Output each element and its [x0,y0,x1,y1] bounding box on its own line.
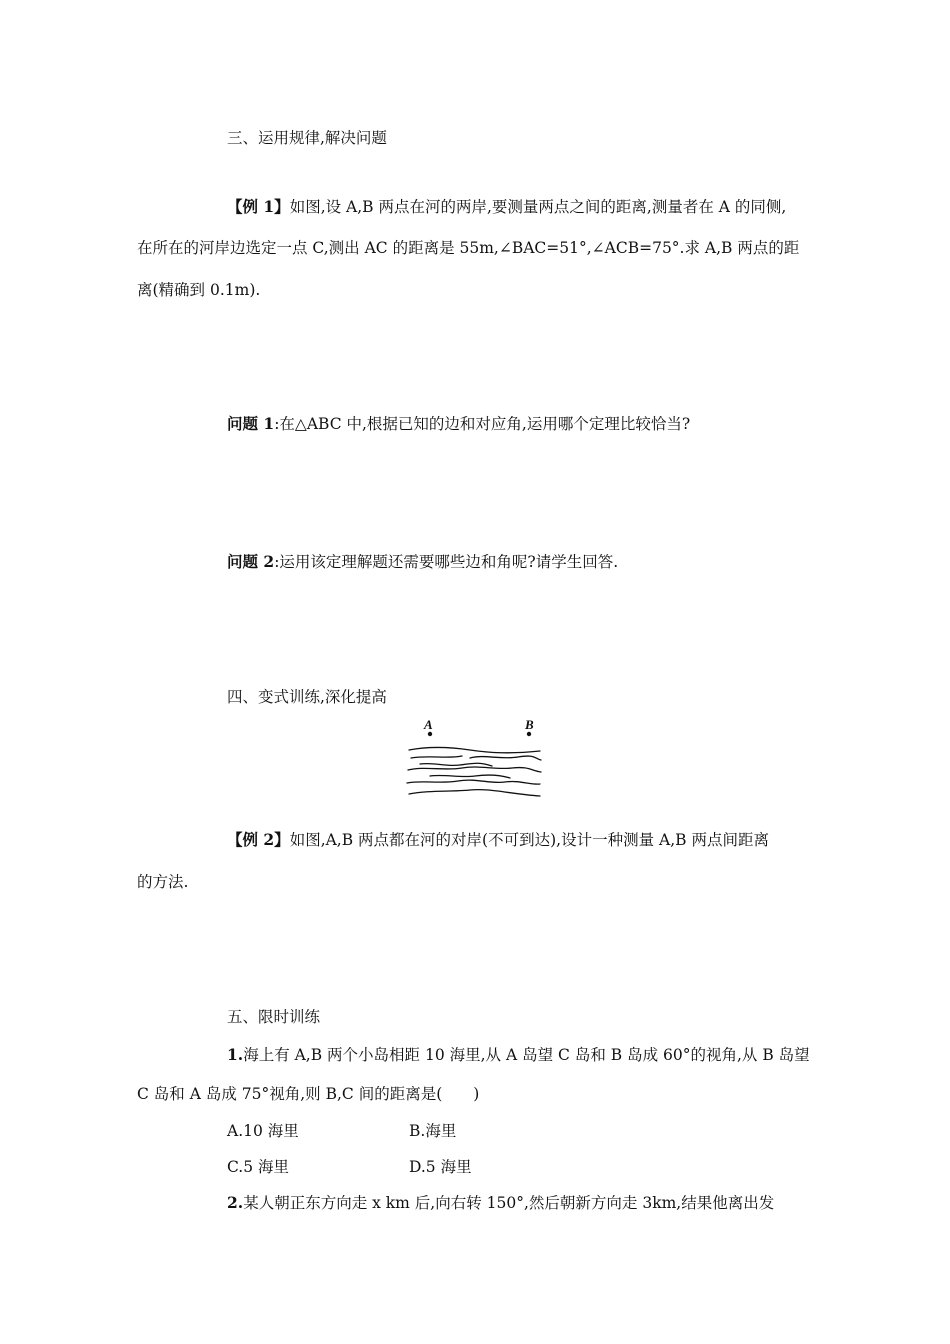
problem-1-option-c: C.5 海里 [227,1158,290,1176]
example-2-line-2: 的方法. [137,873,189,891]
section-4-heading: 四、变式训练,深化提高 [227,688,387,706]
section-3-heading: 三、运用规律,解决问题 [227,129,387,147]
example-2-tag: 【例 2】 [227,830,290,849]
problem-1-option-a: A.10 海里 [227,1122,299,1140]
problem-1-line-1 [227,1045,810,1065]
question-1 [227,414,690,434]
problem-2-number: 2. [227,1193,244,1212]
example-1-line-2: 在所在的河岸边选定一点 C,测出 AC 的距离是 55m,∠BAC=51°,∠ACB=75°.求 A,B 两点的距 [137,239,800,257]
question-1-tag: 问题 1 [227,414,275,433]
problem-1-option-b: B.海里 [409,1122,457,1140]
point-a-dot [428,732,432,736]
problem-1-text-1: 海上有 A,B 两个小岛相距 10 海里,从 A 岛望 C 岛和 B 岛成 60°的视角,从 B 岛望 [243,1046,810,1064]
problem-1-line-2: C 岛和 A 岛成 75°视角,则 B,C 间的距离是( ) [137,1085,480,1103]
problem-2-text-1: 某人朝正东方向走 x km 后,向右转 150°,然后朝新方向走 3km,结果他离出发 [243,1194,775,1212]
point-b-dot [527,732,531,736]
question-2-text: :运用该定理解题还需要哪些边和角呢?请学生回答. [274,553,619,571]
problem-1-number: 1. [227,1045,244,1064]
river-diagram [400,710,550,802]
point-a-label: A [424,717,433,732]
point-b-label: B [525,717,534,732]
river-waves [407,747,541,796]
problem-1-option-d: D.5 海里 [409,1158,472,1176]
problem-2-line-1 [227,1193,774,1213]
example-1-line-1 [227,197,786,217]
example-1-text-1: 如图,设 A,B 两点在河的两岸,要测量两点之间的距离,测量者在 A 的同侧, [289,198,787,216]
section-5-heading: 五、限时训练 [227,1008,321,1026]
example-2-text-1: 如图,A,B 两点都在河的对岸(不可到达),设计一种测量 A,B 两点间距离 [289,831,769,849]
question-2-tag: 问题 2 [227,552,275,571]
example-2-line-1 [227,830,769,850]
river-figure [400,710,550,802]
question-1-text: :在△ABC 中,根据已知的边和对应角,运用哪个定理比较恰当? [274,415,691,433]
question-2 [227,552,618,572]
example-1-tag: 【例 1】 [227,197,290,216]
example-1-line-3: 离(精确到 0.1m). [137,281,261,299]
